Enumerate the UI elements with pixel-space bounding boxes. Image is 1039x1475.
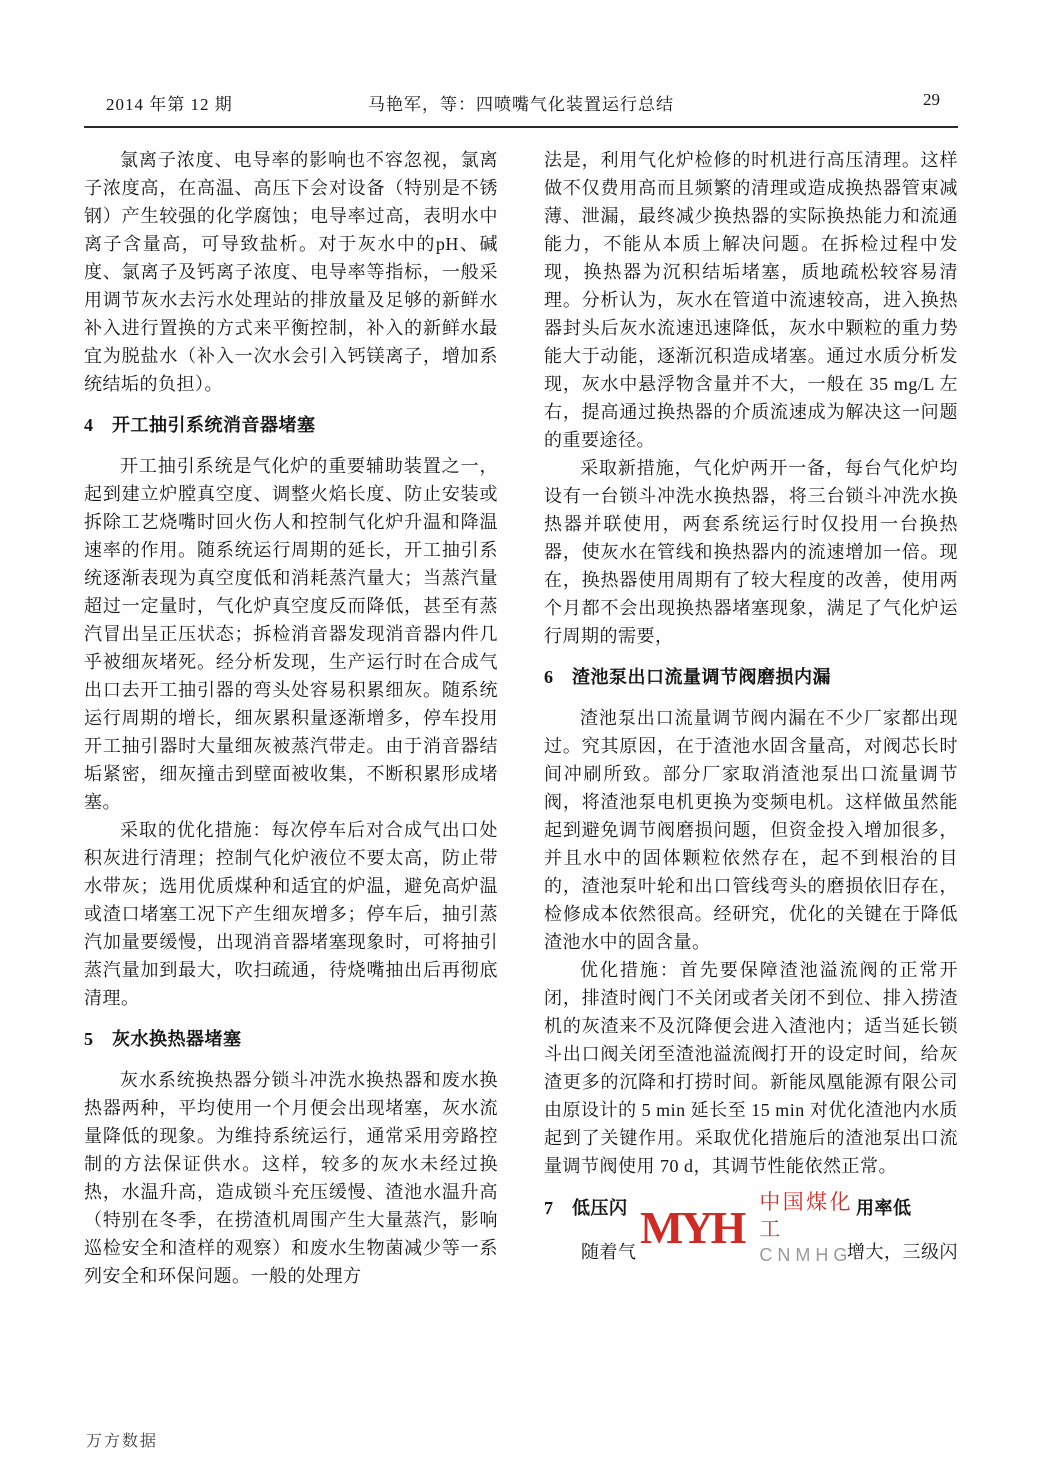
section-heading-5: 5 灰水换热器堵塞 (84, 1029, 242, 1049)
watermark-name-en: CNMHG (759, 1244, 853, 1265)
section-heading-4: 4 开工抽引系统消音器堵塞 (84, 415, 316, 435)
paragraph: 渣池泵出口流量调节阀内漏在不少厂家都出现过。究其原因，在于渣池水固含量高，对阀芯长时间冲刷所致。部分厂家取消渣池泵出口流量调节阀，将渣池泵电机更换为变频电机。这样做虽然能起到避免调节阀磨损问题，但资金投入增加很多，并且水中的固体颗粒依然存在，起不到根治的目的，渣池泵叶轮和出口管线弯头的磨损依旧存在，检修成本依然很高。经研究，优化的关键在于降低渣池水中的固含量。 (544, 708, 958, 952)
right-column (544, 146, 958, 1266)
heading-fragment: 用率低 (856, 1198, 912, 1218)
section-7-partially-obscured (544, 1190, 958, 1266)
heading-fragment: 7 低压闪 (544, 1198, 628, 1218)
paragraph: 灰水系统换热器分锁斗冲洗水换热器和废水换热器两种，平均使用一个月便会出现堵塞，灰水流量降低的现象。为维持系统运行，通常采用旁路控制的方法保证供水。这样，较多的灰水未经过换热，水温升高，造成锁斗充压缓慢、渣池水温升高（特别在冬季，在捞渣机周围产生大量蒸汽，影响巡检安全和渣样的观察）和废水生物菌减少等一系列安全和环保问题。一般的处理方 (84, 1070, 498, 1286)
page-header (84, 90, 958, 116)
watermark-logo-icon: MYH (640, 1202, 744, 1253)
paragraph: 氯离子浓度、电导率的影响也不容忽视，氯离子浓度高，在高温、高压下会对设备（特别是不锈钢）产生较强的化学腐蚀；电导率过高，表明水中离子含量高，可导致盐析。对于灰水中的pH、碱度、氯离子及钙离子浓度、电导率等指标，一般采用调节灰水去污水处理站的排放量及足够的新鲜水补入进行置换的方式来平衡控制，补入的新鲜水最宜为脱盐水（补入一次水会引入钙镁离子，增加系统结垢的负担）。 (84, 150, 498, 394)
paragraph: 优化措施：首先要保障渣池溢流阀的正常开闭，排渣时阀门不关闭或者关闭不到位、排入捞渣机的灰渣来不及沉降便会进入渣池内；适当延长锁斗出口阀关闭至渣池溢流阀打开的设定时间，给灰渣更多的沉降和打捞时间。新能凤凰能源有限公司由原设计的 5 min 延长至 15 min 对优化渣池内水质起到了关键作用。采取优化措施后的渣池泵出口流量调节阀使用 70 d，其调节性能依然正常。 (544, 960, 958, 1176)
watermark-overlay (640, 1190, 853, 1266)
running-title: 马艳军，等：四喷嘴气化装置运行总结 (368, 95, 674, 114)
watermark-name-cn: 中国煤化工 (759, 1190, 853, 1242)
section-heading-6: 6 渣池泵出口流量调节阀磨损内漏 (544, 667, 831, 687)
page-number: 29 (923, 90, 940, 109)
watermark-text-block (759, 1189, 852, 1267)
paragraph: 开工抽引系统是气化炉的重要辅助装置之一，起到建立炉膛真空度、调整火焰长度、防止安装或拆除工艺烧嘴时回火伤人和控制气化炉升温和降温速率的作用。随系统运行周期的延长，开工抽引系统逐渐表现为真空度低和消耗蒸汽量大；当蒸汽量超过一定量时，气化炉真空度反而降低，甚至有蒸汽冒出呈正压状态；拆检消音器发现消音器内件几乎被细灰堵死。经分析发现，生产运行时在合成气出口去开工抽引器的弯头处容易积累细灰。随系统运行周期的增长，细灰累积量逐渐增多，停车投用开工抽引器时大量细灰被蒸汽带走。由于消音器结垢紧密，细灰撞击到壁面被收集，不断积累形成堵塞。 (84, 456, 498, 812)
paragraph: 采取新措施，气化炉两开一备，每台气化炉均设有一台锁斗冲洗水换热器，将三台锁斗冲洗水换热器并联使用，两套系统运行时仅投用一台换热器，使灰水在管线和换热器内的流速增加一倍。现在，换热器使用周期有了较大程度的改善，使用两个月都不会出现换热器堵塞现象，满足了气化炉运行周期的需要， (544, 458, 958, 646)
header-rule (84, 126, 958, 128)
paragraph: 采取的优化措施：每次停车后对合成气出口处积灰进行清理；控制气化炉液位不要太高，防止带水带灰；选用优质煤种和适宜的炉温，避免高炉温或渣口堵塞工况下产生细灰增多；停车后，抽引蒸汽加量要缓慢，出现消音器堵塞现象时，可将抽引蒸汽量加到最大，吹扫疏通，待烧嘴抽出后再彻底清理。 (84, 820, 498, 1008)
paragraph: 法是，利用气化炉检修的时机进行高压清理。这样做不仅费用高而且频繁的清理或造成换热器管束减薄、泄漏，最终减少换热器的实际换热能力和流通能力，不能从本质上解决问题。在拆检过程中发现，换热器为沉积结垢堵塞，质地疏松较容易清理。分析认为，灰水在管道中流速较高，进入换热器封头后灰水流速迅速降低，灰水中颗粒的重力势能大于动能，逐渐沉积造成堵塞。通过水质分析发现，灰水中悬浮物含量并不大，一般在 35 mg/L 左右，提高通过换热器的介质流速成为解决这一问题的重要途径。 (544, 150, 958, 450)
paragraph-fragment: 随着气 (581, 1242, 637, 1262)
paragraph-fragment: 增大，三级闪 (847, 1242, 958, 1262)
wanfang-data-brand: 万方数据 (86, 1433, 159, 1450)
journal-issue: 2014 年第 12 期 (106, 95, 233, 114)
left-column (84, 146, 498, 1290)
